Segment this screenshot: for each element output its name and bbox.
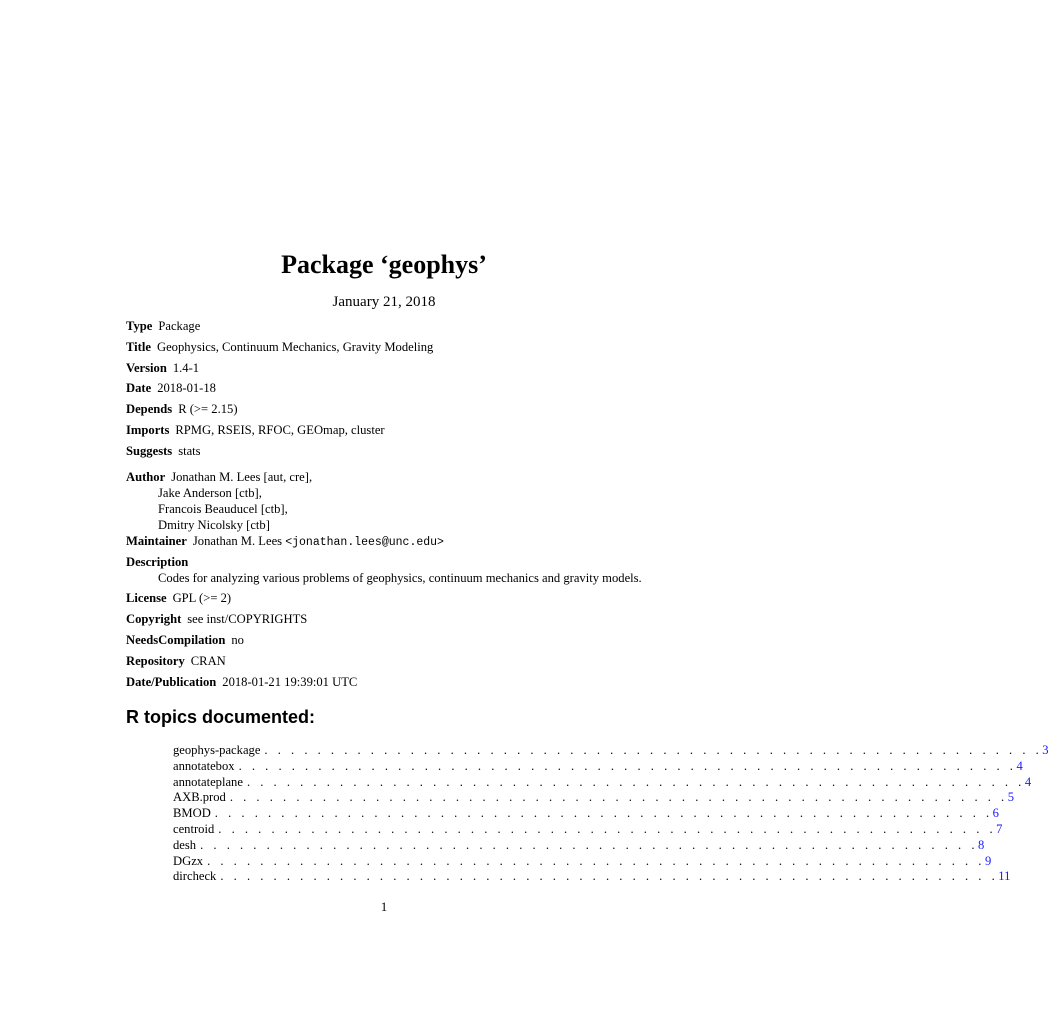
toc-leader: . . . . . . . . . . . . . . . . . . . . . . . . . . . . . . . . . . . . . . . . . . . . . . . . . . . . . . . . . . .: [220, 869, 999, 884]
toc-row[interactable]: [173, 790, 1014, 806]
toc-page-link[interactable]: 6: [992, 806, 999, 821]
toc-row[interactable]: [173, 743, 1049, 759]
field-license: [126, 591, 686, 612]
toc-topic[interactable]: geophys-package: [173, 743, 261, 757]
field-key: Imports: [126, 422, 170, 437]
field-key: Repository: [126, 653, 185, 668]
author-line: Dmitry Nicolsky [ctb]: [158, 517, 270, 532]
field-author: [126, 465, 686, 534]
toc-page-link[interactable]: 4: [1024, 774, 1032, 789]
package-title: Package ‘geophys’: [281, 250, 487, 279]
field-value: no: [231, 632, 244, 647]
field-date: [126, 381, 686, 402]
toc-topic[interactable]: BMOD: [173, 806, 211, 821]
metadata-fields: [126, 319, 686, 695]
field-suggests: [126, 444, 686, 465]
package-date: January 21, 2018: [332, 294, 436, 310]
toc-leader: . . . . . . . . . . . . . . . . . . . . . . . . . . . . . . . . . . . . . . . . . . . . . . . . . . . . . . . . . . .: [218, 821, 997, 836]
toc-page-link[interactable]: 11: [998, 869, 1011, 884]
field-title: [126, 340, 686, 361]
toc-page-link[interactable]: 8: [977, 837, 985, 852]
toc-leader: . . . . . . . . . . . . . . . . . . . . . . . . . . . . . . . . . . . . . . . . . . . . . . . . . . . . . . . . . . .: [246, 774, 1025, 789]
field-key: License: [126, 591, 167, 606]
toc-topic[interactable]: centroid: [173, 821, 215, 836]
field-key: Description: [126, 555, 189, 570]
field-type: [126, 319, 686, 340]
field-key: Date/Publication: [126, 674, 217, 689]
field-key: Maintainer: [126, 533, 187, 548]
field-key: Depends: [126, 402, 173, 417]
field-imports: [126, 423, 686, 444]
field-key: Copyright: [126, 612, 182, 627]
field-version: [126, 361, 686, 382]
field-description: [126, 554, 686, 591]
toc-topic[interactable]: dircheck: [173, 869, 217, 884]
toc-leader: . . . . . . . . . . . . . . . . . . . . . . . . . . . . . . . . . . . . . . . . . . . . . . . . . . . . . . . . . . .: [229, 790, 1008, 805]
toc-page-link[interactable]: 4: [1016, 758, 1023, 773]
field-value: see inst/COPYRIGHTS: [187, 612, 308, 627]
field-date-publication: [126, 675, 686, 696]
field-copyright: [126, 612, 686, 633]
field-value: GPL (>= 2): [172, 591, 232, 606]
toc-topic[interactable]: AXB.prod: [173, 790, 226, 805]
author-line: Francois Beauducel [ctb],: [158, 501, 288, 516]
field-value: Package: [158, 319, 201, 333]
field-needscompilation: [126, 633, 686, 654]
toc-topic[interactable]: desh: [173, 837, 197, 852]
toc-topic[interactable]: annotateplane: [173, 774, 243, 789]
field-value: 2018-01-18: [157, 381, 216, 396]
toc-page-link[interactable]: 7: [996, 821, 1003, 836]
description-text: Codes for analyzing various problems of geophysics, continuum mechanics and gravity models.: [158, 571, 642, 586]
field-maintainer: [126, 534, 686, 555]
toc-row[interactable]: [173, 821, 1003, 838]
field-key: Author: [126, 469, 166, 484]
toc-page-link[interactable]: 9: [984, 853, 992, 868]
field-value: 2018-01-21 19:39:01 UTC: [222, 674, 358, 689]
field-key: Date: [126, 381, 152, 396]
field-value: stats: [178, 443, 201, 458]
toc-row[interactable]: [173, 806, 999, 822]
field-value: CRAN: [190, 653, 226, 668]
author-line: Jonathan M. Lees [aut, cre],: [171, 469, 313, 484]
author-line: Jake Anderson [ctb],: [158, 485, 262, 500]
toc-leader: . . . . . . . . . . . . . . . . . . . . . . . . . . . . . . . . . . . . . . . . . . . . . . . . . . . . . . . . . . .: [264, 743, 1043, 757]
toc-row[interactable]: [173, 853, 992, 870]
toc-page-link[interactable]: 3: [1042, 743, 1049, 757]
toc-leader: . . . . . . . . . . . . . . . . . . . . . . . . . . . . . . . . . . . . . . . . . . . . . . . . . . . . . . . . . . .: [214, 806, 993, 821]
toc-row[interactable]: [173, 869, 1011, 885]
field-key: Type: [126, 319, 153, 333]
toc-topic[interactable]: annotatebox: [173, 758, 235, 773]
toc-leader: . . . . . . . . . . . . . . . . . . . . . . . . . . . . . . . . . . . . . . . . . . . . . . . . . . . . . . . . . . .: [207, 853, 985, 868]
field-value: 1.4-1: [172, 360, 200, 375]
topics-heading: R topics documented:: [126, 707, 316, 727]
table-of-contents: [173, 743, 1049, 885]
toc-leader: . . . . . . . . . . . . . . . . . . . . . . . . . . . . . . . . . . . . . . . . . . . . . . . . . . . . . . . . . . .: [238, 758, 1017, 773]
field-key: NeedsCompilation: [126, 632, 226, 647]
field-key: Title: [126, 339, 151, 354]
toc-topic[interactable]: DGzx: [173, 853, 204, 868]
toc-row[interactable]: [173, 837, 985, 854]
field-value: RPMG, RSEIS, RFOC, GEOmap, cluster: [175, 422, 385, 437]
toc-row[interactable]: [173, 758, 1023, 775]
field-repository: [126, 654, 686, 675]
field-key: Suggests: [126, 443, 173, 458]
field-value: R (>= 2.15): [178, 402, 238, 417]
field-depends: [126, 402, 686, 423]
maintainer-email: <jonathan.lees@unc.edu>: [285, 535, 444, 549]
page-number: 1: [380, 900, 388, 914]
field-value: Geophysics, Continuum Mechanics, Gravity Modeling: [156, 339, 434, 354]
toc-page-link[interactable]: 5: [1007, 790, 1014, 805]
field-key: Version: [126, 360, 167, 375]
maintainer-name: Jonathan M. Lees: [192, 533, 283, 548]
toc-leader: . . . . . . . . . . . . . . . . . . . . . . . . . . . . . . . . . . . . . . . . . . . . . . . . . . . . . . . . . . .: [200, 837, 978, 852]
toc-row[interactable]: [173, 774, 1032, 791]
